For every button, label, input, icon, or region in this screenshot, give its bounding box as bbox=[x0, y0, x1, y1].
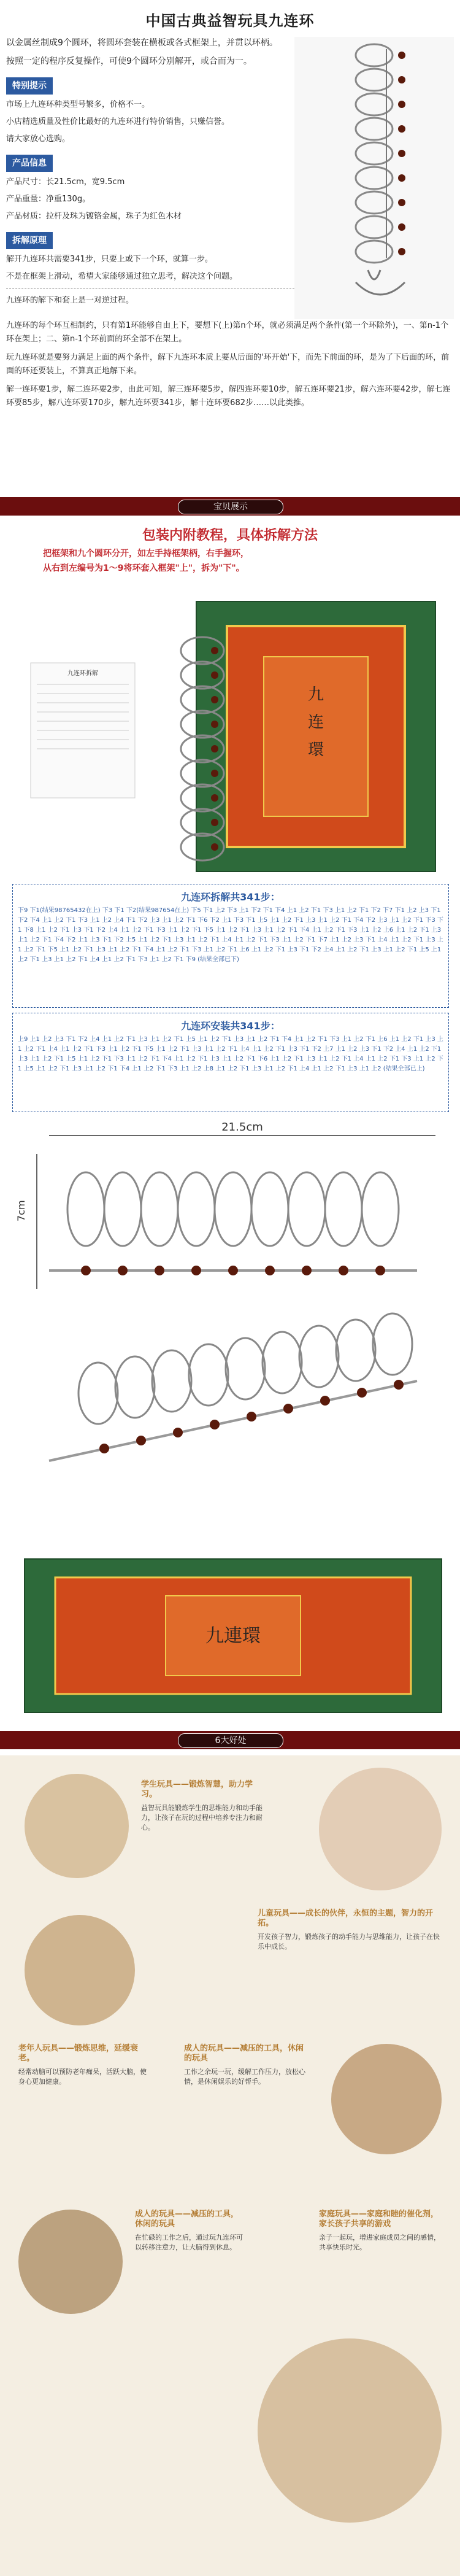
description-section bbox=[6, 319, 454, 415]
box-front-title: 九連環 bbox=[205, 1626, 261, 1646]
child-photo bbox=[319, 1768, 442, 1890]
feature-1: 市场上九连环种类型号繁多，价格不一。 bbox=[6, 100, 150, 109]
banner-display-label: 宝贝展示 bbox=[178, 500, 283, 514]
package-photo bbox=[25, 589, 442, 878]
benefit-family-text: 亲子一起玩，增进家庭成员之间的感情，共享快乐时光。 bbox=[319, 2234, 440, 2251]
benefit-elder bbox=[18, 2044, 147, 2087]
benefit-child-text: 开发孩子智力，锻炼孩子的动手能力与思维能力，让孩子在快乐中成长。 bbox=[258, 1933, 440, 1951]
benefit-elder-title: 老年人玩具——锻炼思维，延缓衰老。 bbox=[18, 2044, 139, 2063]
svg-text:连: 连 bbox=[307, 713, 324, 731]
banner-six-label: 6大好处 bbox=[178, 1733, 283, 1748]
package-subtitle bbox=[43, 546, 417, 576]
elder-photo bbox=[25, 1915, 135, 2025]
tag-features: 特别提示 bbox=[6, 77, 53, 95]
benefit-student-text: 益智玩具能锻炼学生的思维能力和动手能力，让孩子在玩的过程中培养专注力和耐心。 bbox=[141, 1804, 263, 1831]
package-title: 包装内附教程，具体拆解方法 bbox=[142, 528, 318, 543]
info-weight: 产品重量：净重130g。 bbox=[6, 195, 91, 204]
width-label: 21.5cm bbox=[221, 1121, 263, 1134]
svg-text:環: 環 bbox=[307, 741, 324, 759]
benefit-student bbox=[141, 1780, 264, 1833]
desc-1: 九连环的每个环互相制约，只有第1环能够自由上下，要想下(上)第n个环，就必须满足两个条件(第一个环除外)，一、第n-1个环在架上；二、第n-1个环前面的环全部不在架上。 bbox=[6, 321, 448, 344]
intro-line-1: 以金属丝制成9个圆环，将圆环套装在横板或各式框架上，并贯以环柄。 bbox=[6, 38, 278, 48]
puzzle-photo bbox=[294, 37, 454, 319]
adult-photo-2 bbox=[18, 2210, 123, 2314]
info-size: 产品尺寸：长21.5cm，宽9.5cm bbox=[6, 177, 125, 187]
student-photo bbox=[25, 1774, 129, 1878]
unlock-text: 下9 下1(结果98765432在上) 下3 下1 下2(结果987654在上) 下5 下1 上2 下3 上1 下2 下1 下4 上1 上2 下1 下3 上1 上2 下1 下2 下7 下1 上2 上3 下1 下2 下4 上1 上2 下1 下3 上1 上2 上4 下1 下2 上3 上1 上2 下1 下6 下2 上1 下3 下1 上5 上1 上2 下1 上3 上1 上2 下1 下4 下2 上3 上1 上2 下1 下3 下1 下8 上1 上2 下1 上3 下1 下2 上4 上1 上2 下1 下3 上1 上2 下1 下5 上1 上2 下1 上3 上1 上2 下1 下4 上1 上2 下1 下3 上1 上2 上6 上1 上2 下1 上3 上1 上2 下1 下4 下2 上1 上3 下1 下2 上5 上1 上2 下1 上3 上1 上2 下1 上4 上1 上2 下1 下3 上1 上2 下1 下7 上1 上2 上3 下1 上4 上1 上2 下1 上3 上1 上2 下1 下5 上1 上2 下1 上3 上1 上2 下1 下4 上1 上2 下1 下3 上1 上2 下1 上6 上1 上2 下1 上3 下1 下2 上4 上1 上2 下1 上3 上1 上2 下1 上5 上1 上2 下1 上3 上1 上2 下1 上4 上1 上2 下1 下3 上1 上2 下1 下9 (结果全部已下) bbox=[18, 907, 443, 963]
install-text: 上9 上1 上2 上3 下1 下2 上4 上1 上2 下1 上3 上1 上2 下1 上5 上1 上2 下1 上3 上1 上2 下1 下4 上1 上2 下1 下3 上1 上2 下1 上6 上1 上2 下1 上3 上1 上2 下1 上4 上1 上2 下1 下3 上1 上2 下1 下5 上1 上2 下1 上3 上1 上2 下1 上4 上1 上2 下1 上3 下1 下2 上7 上1 上2 上3 下1 下2 上4 上1 上2 下1 上3 上1 上2 下1 上5 上1 上2 下1 下3 上1 上2 下1 下4 上1 上2 下1 上3 上1 上2 下1 下6 上1 上2 下1 上3 上1 上2 下1 上4 上1 上2 下1 下3 上1 上2 下1 上5 上1 上2 下1 上3 上1 上2 下1 下4 上1 上2 下1 下3 上1 上2 上8 上1 上2 下1 上3 上1 上2 下1 上4 上1 上2 下1 上3 上1 上2 (结果全部已上) bbox=[18, 1036, 443, 1072]
paper-title: 九连环拆解 bbox=[67, 670, 98, 677]
benefit-adult-1-title: 成人的玩具——减压的工具，休闲的玩具 bbox=[184, 2044, 304, 2063]
principle-3: 九连环的解下和套上是一对逆过程。 bbox=[6, 296, 134, 305]
box-photo bbox=[12, 1547, 454, 1725]
benefit-child-title: 儿童玩具——成长的伙伴，永恒的主题，智力的开拓。 bbox=[258, 1909, 434, 1928]
box-title-text: 九 bbox=[307, 686, 324, 703]
benefit-adult-1 bbox=[184, 2044, 307, 2087]
info-material: 产品材质：拉杆及珠为镀铬金属，珠子为红色木材 bbox=[6, 212, 182, 221]
desc-2: 玩九连环就是要努力满足上面的两个条件，解下九连环本质上要从后面的'环开始'下，而先下前面的环，是为了下后面的环，前面的环还要装上，不算真正地解下来。 bbox=[6, 353, 450, 376]
package-sub-1: 把框架和九个圆环分开，如左手持框架柄，右手握环， bbox=[43, 549, 249, 559]
benefit-elder-text: 经常动脑可以预防老年痴呆，活跃大脑，使身心更加健康。 bbox=[18, 2068, 147, 2086]
banner-display bbox=[0, 497, 460, 516]
feature-2: 小店精选质量及性价比最好的九连环进行特价销售，只赚信誉。 bbox=[6, 117, 230, 126]
benefit-adult-1-text: 工作之余玩一玩，缓解工作压力，放松心情，是休闲娱乐的好帮手。 bbox=[184, 2068, 305, 2086]
banner-six bbox=[0, 1731, 460, 1749]
principle-1: 解开九连环共需要341步，只要上或下一个环，就算一步。 bbox=[6, 255, 213, 264]
benefit-adult-2 bbox=[135, 2210, 245, 2253]
benefit-student-title: 学生玩具——锻炼智慧，助力学习。 bbox=[141, 1780, 253, 1799]
header bbox=[0, 0, 460, 34]
green-box bbox=[196, 601, 435, 872]
principle-2: 不是在框架上滑动，希望大家能够通过独立思考，解决这个问题。 bbox=[6, 272, 238, 281]
benefits-section bbox=[0, 1755, 460, 2576]
adult-photo-1 bbox=[331, 2044, 442, 2154]
desc-3: 解一连环要1步，解二连环要2步，由此可知，解三连环要5步，解四连环要10步，解五连环要21步，解六连环要42步，解七连环要85步，解八连环要170步，解九连环要341步，解十连环要682步……以此类推。 bbox=[6, 385, 451, 408]
tag-principle: 拆解原理 bbox=[6, 232, 53, 249]
install-steps-box bbox=[12, 1013, 449, 1112]
package-sub-2: 从右到左编号为1～9将环套入框架"上"，拆为"下"。 bbox=[43, 563, 245, 573]
benefit-child bbox=[258, 1909, 442, 1952]
benefit-adult-2-text: 在忙碌的工作之后，通过玩九连环可以转移注意力，让大脑得到休息。 bbox=[135, 2234, 243, 2251]
dimension-photos bbox=[12, 1117, 454, 1534]
benefit-adult-2-title: 成人的玩具——减压的工具，休闲的玩具 bbox=[135, 2210, 239, 2229]
family-photo bbox=[258, 2338, 442, 2523]
install-title: 九连环安装共341步： bbox=[181, 1020, 280, 1032]
tag-product-info: 产品信息 bbox=[6, 155, 53, 172]
benefit-family bbox=[319, 2210, 442, 2253]
unlock-title: 九连环拆解共341步： bbox=[181, 891, 280, 903]
intro-section bbox=[6, 36, 301, 311]
feature-3: 请大家放心选购。 bbox=[6, 134, 71, 144]
page-title: 中国古典益智玩具九连环 bbox=[145, 12, 315, 29]
intro-line-2: 按照一定的程序反复操作，可使9个圆环分别解开，或合而为一。 bbox=[6, 56, 252, 66]
unlock-steps-box bbox=[12, 884, 449, 1008]
benefit-family-title: 家庭玩具——家庭和睦的催化剂，家长孩子共享的游戏 bbox=[319, 2210, 439, 2229]
height-label: 7cm bbox=[15, 1200, 27, 1221]
